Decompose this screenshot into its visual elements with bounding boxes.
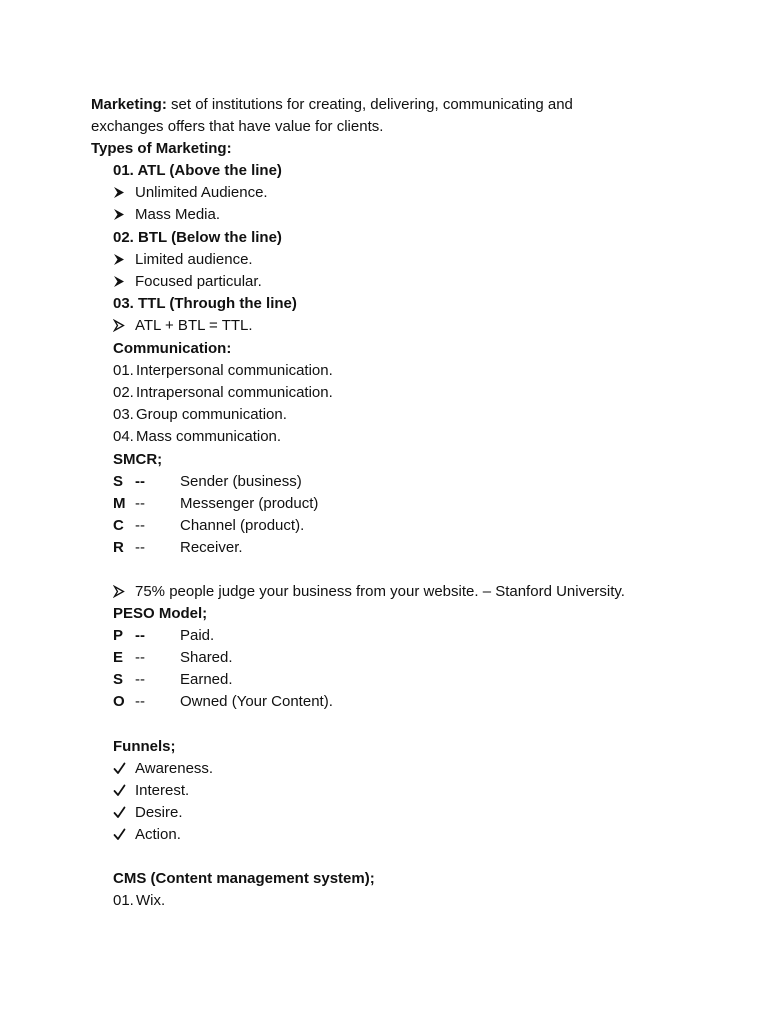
smcr-row xyxy=(113,471,302,493)
stanford-note xyxy=(113,581,625,603)
row-text: Sender (business) xyxy=(180,473,302,490)
row-dash: -- xyxy=(135,649,145,666)
types-heading: Types of Marketing: xyxy=(91,140,232,157)
list-item xyxy=(113,780,189,802)
row-dash: -- xyxy=(135,693,145,710)
atl-heading: 01. ATL (Above the line) xyxy=(113,162,282,179)
list-item-text: Intrapersonal communication. xyxy=(136,384,333,401)
list-item xyxy=(113,404,287,426)
row-key: P xyxy=(113,627,124,644)
cms-heading: CMS (Content management system); xyxy=(113,870,375,887)
list-item-text: Interpersonal communication. xyxy=(136,362,333,379)
row-text: Paid. xyxy=(180,627,215,644)
row-key: R xyxy=(113,539,124,556)
list-item xyxy=(113,382,333,404)
list-item-text: ATL + BTL = TTL. xyxy=(135,317,253,334)
checkmark-icon xyxy=(113,802,135,824)
row-key: O xyxy=(113,693,125,710)
arrowhead-bullet-icon xyxy=(113,271,135,293)
peso-row xyxy=(113,647,233,669)
checkmark-icon xyxy=(113,780,135,802)
row-dash: -- xyxy=(135,473,145,490)
peso-row xyxy=(113,669,233,691)
checkmark-icon xyxy=(113,824,135,846)
smcr-row xyxy=(113,493,318,515)
row-text: Messenger (product) xyxy=(180,495,319,512)
list-item-text: Limited audience. xyxy=(135,251,253,268)
list-item-text: Group communication. xyxy=(136,406,287,423)
row-key: C xyxy=(113,517,124,534)
list-item-text: Mass communication. xyxy=(136,428,282,445)
ttl-heading: 03. TTL (Through the line) xyxy=(113,295,297,312)
row-key: E xyxy=(113,649,124,666)
list-number: 02. xyxy=(113,384,134,401)
peso-heading: PESO Model; xyxy=(113,605,208,622)
marketing-definition-text: set of institutions for creating, delivering, communicating and xyxy=(166,96,573,113)
row-text: Channel (product). xyxy=(180,517,305,534)
row-key: M xyxy=(113,495,126,512)
list-item-text: Wix. xyxy=(136,892,166,909)
smcr-heading: SMCR; xyxy=(113,451,163,468)
list-item xyxy=(113,802,183,824)
arrowhead-bullet-icon xyxy=(113,315,135,337)
row-key: S xyxy=(113,473,124,490)
row-dash: -- xyxy=(135,539,145,556)
list-item-text: Unlimited Audience. xyxy=(135,184,268,201)
list-number: 04. xyxy=(113,428,134,445)
marketing-term: Marketing: xyxy=(91,96,167,113)
list-item xyxy=(113,360,333,382)
list-item-text: Awareness. xyxy=(135,760,214,777)
btl-heading: 02. BTL (Below the line) xyxy=(113,229,282,246)
row-dash: -- xyxy=(135,627,145,644)
stanford-note-text: 75% people judge your business from your website. – Stanford University. xyxy=(135,583,625,600)
list-item xyxy=(113,249,253,271)
list-item xyxy=(113,890,165,912)
list-item xyxy=(113,271,262,293)
list-item xyxy=(113,426,281,448)
list-item-text: Action. xyxy=(135,826,181,843)
row-dash: -- xyxy=(135,495,145,512)
list-number: 03. xyxy=(113,406,134,423)
arrowhead-bullet-icon xyxy=(113,581,135,603)
row-dash: -- xyxy=(135,671,145,688)
arrowhead-bullet-icon xyxy=(113,204,135,226)
list-item-text: Mass Media. xyxy=(135,206,221,223)
smcr-row xyxy=(113,515,304,537)
list-item xyxy=(113,182,268,204)
row-text: Receiver. xyxy=(180,539,243,556)
marketing-definition-line-1 xyxy=(91,94,573,116)
row-dash: -- xyxy=(135,517,145,534)
row-text: Earned. xyxy=(180,671,233,688)
arrowhead-bullet-icon xyxy=(113,182,135,204)
peso-row xyxy=(113,691,333,713)
list-item-text: Interest. xyxy=(135,782,190,799)
list-number: 01. xyxy=(113,362,134,379)
checkmark-icon xyxy=(113,758,135,780)
row-key: S xyxy=(113,671,124,688)
smcr-row xyxy=(113,537,243,559)
list-item xyxy=(113,824,181,846)
list-item-text: Desire. xyxy=(135,804,183,821)
list-item xyxy=(113,758,213,780)
funnels-heading: Funnels; xyxy=(113,738,176,755)
row-text: Shared. xyxy=(180,649,233,666)
list-item-text: Focused particular. xyxy=(135,273,262,290)
peso-row xyxy=(113,625,214,647)
row-text: Owned (Your Content). xyxy=(180,693,333,710)
marketing-definition-line-2: exchanges offers that have value for clients. xyxy=(91,118,384,135)
list-item xyxy=(113,315,253,337)
list-item xyxy=(113,204,220,226)
communication-heading: Communication: xyxy=(113,340,232,357)
list-number: 01. xyxy=(113,892,134,909)
arrowhead-bullet-icon xyxy=(113,249,135,271)
